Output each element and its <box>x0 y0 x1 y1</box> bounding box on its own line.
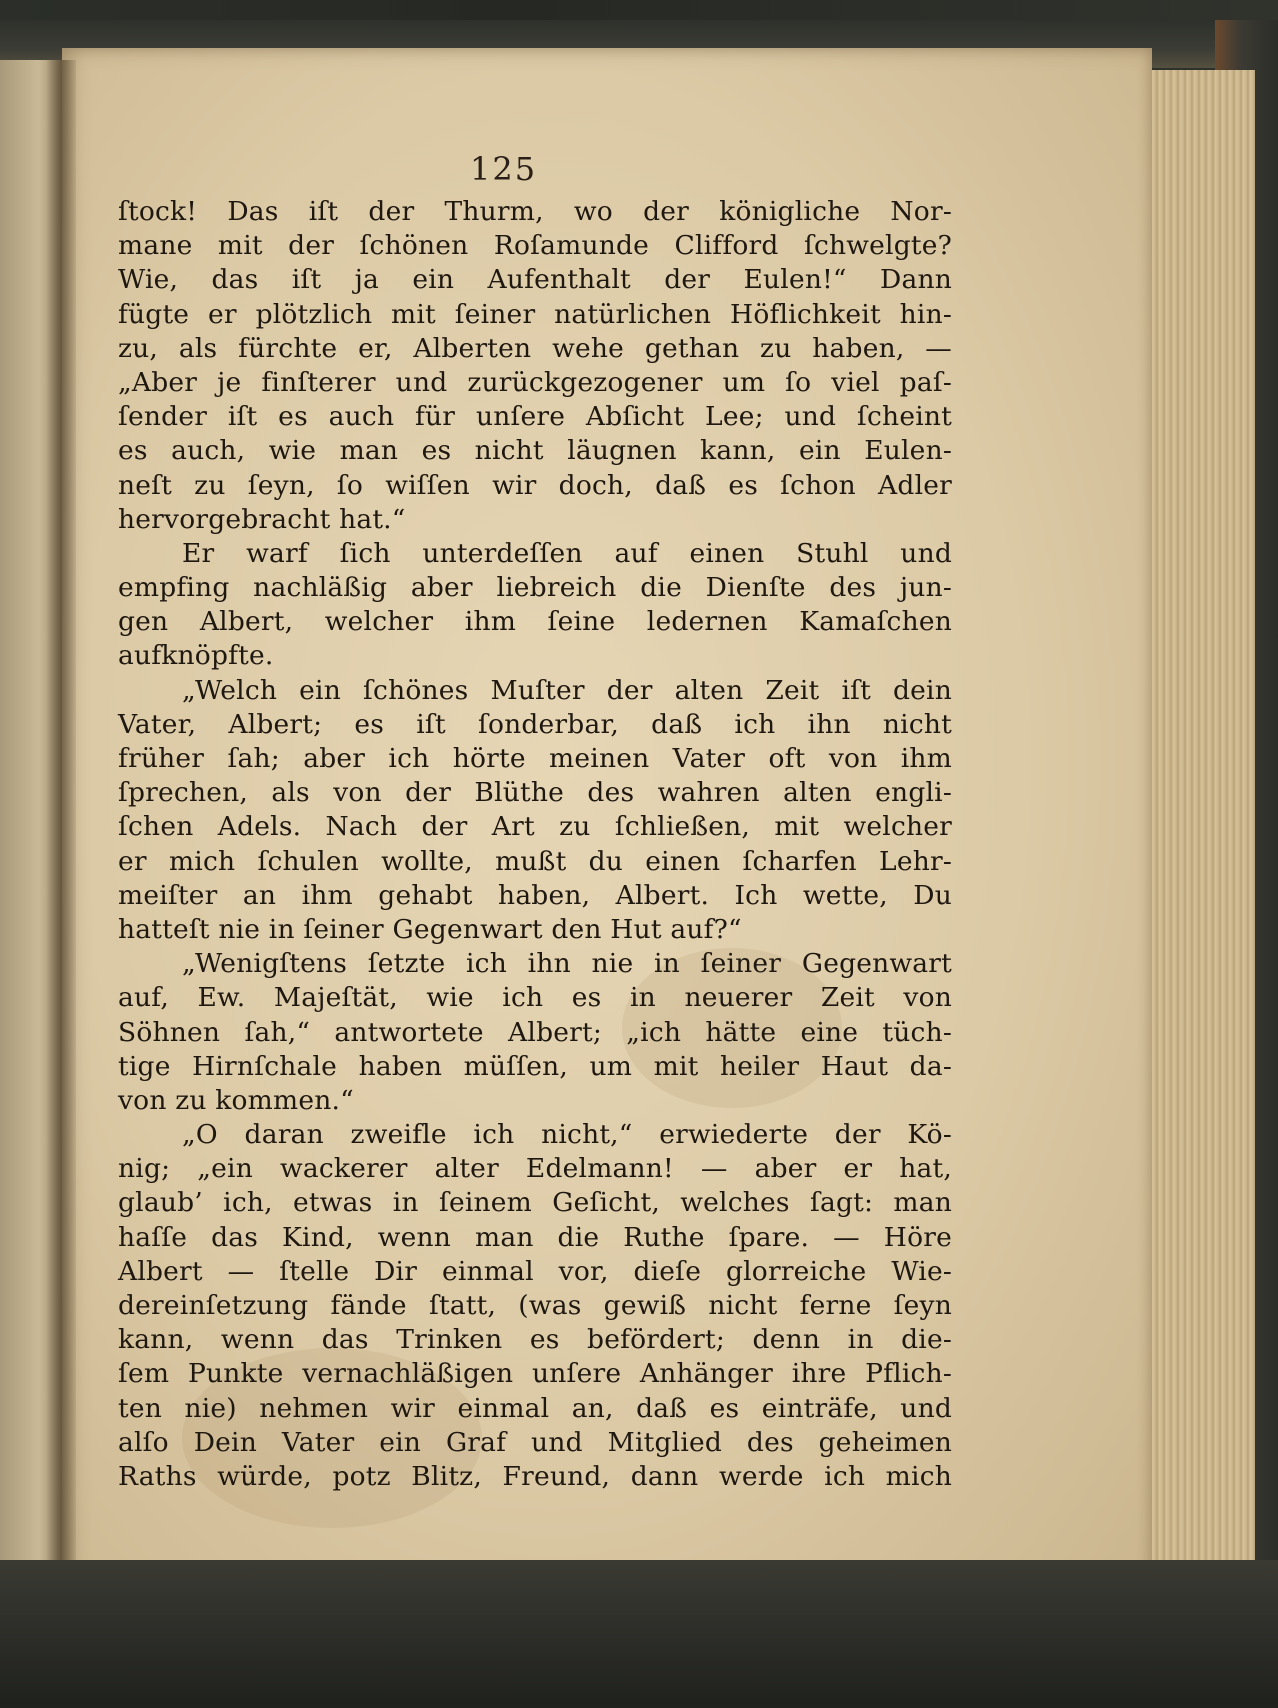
text-line: ten nie) nehmen wir einmal an, daß es einträfe, und <box>118 1392 952 1424</box>
text-line: dereinſetzung fände ſtatt, (was gewiß nicht ferne ſeyn <box>118 1290 952 1321</box>
text-line: auf, Ew. Majeſtät, wie ich es in neuerer Zeit von <box>118 982 952 1014</box>
text-line: früher ſah; aber ich hörte meinen Vater oft von ihm <box>118 743 952 774</box>
page-fore-edge <box>1145 70 1255 1630</box>
text-line: ſtock! Das iſt der Thurm, wo der königliche Nor- <box>118 196 952 227</box>
text-line: „Wenigſtens ſetzte ich ihn nie in ſeiner Gegenwart <box>182 948 952 980</box>
text-line: ſem Punkte vernachläßigen unſere Anhänger ihre Pflich- <box>118 1358 952 1390</box>
body-text <box>118 195 952 1494</box>
text-line: tige Hirnſchale haben müſſen, um mit heiler Haut da- <box>118 1050 952 1082</box>
text-line: alſo Dein Vater ein Graf und Mitglied des geheimen <box>118 1426 952 1458</box>
text-line: hervorgebracht hat.“ <box>118 503 406 535</box>
page-number: 125 <box>470 150 538 188</box>
text-line: haſſe das Kind, wenn man die Ruthe ſpare. — Höre <box>118 1221 952 1253</box>
text-line: er mich ſchulen wollte, mußt du einen ſcharfen Lehr- <box>118 845 952 877</box>
book-cover-bottom <box>0 1560 1278 1708</box>
text-line: „O daran zweifle ich nicht,“ erwiederte der Kö- <box>182 1119 952 1151</box>
text-line: Er warf ſich unterdeſſen auf einen Stuhl und <box>182 537 952 569</box>
text-line: kann, wenn das Trinken es befördert; denn in die- <box>118 1324 952 1356</box>
text-line: aufknöpfte. <box>118 640 274 672</box>
text-line: gen Albert, welcher ihm ſeine ledernen Kamaſchen <box>118 606 952 638</box>
text-line: von zu kommen.“ <box>118 1084 354 1116</box>
text-line: Vater, Albert; es iſt ſonderbar, daß ich ihn nicht <box>118 708 952 740</box>
text-line: nig; „ein wackerer alter Edelmann! — aber er hat, <box>118 1153 952 1185</box>
text-line: Raths würde, potz Blitz, Freund, dann werde ich mich <box>118 1460 952 1492</box>
text-line: „Aber je finſterer und zurückgezogener um ſo viel paſ- <box>118 366 952 398</box>
text-line: Wie, das iſt ja ein Aufenthalt der Eulen!“ Dann <box>118 264 952 296</box>
text-line: neſt zu ſeyn, ſo wiſſen wir doch, daß es ſchon Adler <box>118 469 952 501</box>
text-line: Söhnen ſah,“ antwortete Albert; „ich hätte eine tüch- <box>118 1016 952 1048</box>
text-line: „Welch ein ſchönes Muſter der alten Zeit iſt dein <box>182 674 952 706</box>
text-line: es auch, wie man es nicht läugnen kann, ein Eulen- <box>118 435 952 467</box>
text-line: meiſter an ihm gehabt haben, Albert. Ich wette, Du <box>118 879 952 911</box>
text-line: fügte er plötzlich mit ſeiner natürlichen Höflichkeit hin- <box>118 298 952 330</box>
text-line: hatteſt nie in ſeiner Gegenwart den Hut auf?“ <box>118 913 742 945</box>
text-line: zu, als fürchte er, Alberten wehe gethan zu haben, — <box>118 332 952 364</box>
spine-shadow <box>46 60 76 1620</box>
text-line: empfing nachläßig aber liebreich die Dienſte des jun- <box>118 572 952 604</box>
text-line: mane mit der ſchönen Roſamunde Clifford ſchwelgte? <box>118 230 952 262</box>
text-line: Albert — ſtelle Dir einmal vor, dieſe glorreiche Wie- <box>118 1255 952 1287</box>
text-line: ſchen Adels. Nach der Art zu ſchließen, mit welcher <box>118 811 952 843</box>
text-line: glaub’ ich, etwas in ſeinem Geſicht, welches ſagt: man <box>118 1187 952 1219</box>
text-line: ſender iſt es auch für unſere Abſicht Lee; und ſcheint <box>118 401 952 433</box>
text-line: ſprechen, als von der Blüthe des wahren alten engli- <box>118 777 952 809</box>
